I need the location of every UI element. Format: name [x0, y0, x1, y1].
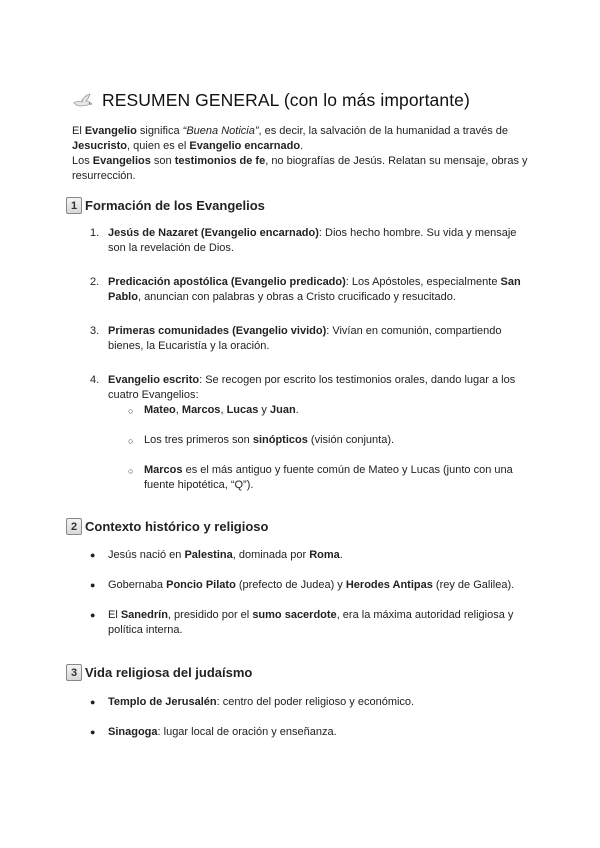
list-marker: 1. — [90, 227, 100, 239]
list-item — [90, 373, 530, 403]
list-item-text: Evangelio escrito: Se recogen por escrito los testimonios orales, dando lugar a los cuatro Evangelios: — [108, 374, 516, 401]
section-title: Formación de los Evangelios — [85, 198, 265, 213]
intro-paragraph-2: Los Evangelios son testimonios de fe, no biografías de Jesús. Relatan su mensaje, obras y resurrección. — [72, 155, 528, 182]
bold-text: Sinagoga — [108, 726, 158, 738]
list-item — [90, 324, 530, 354]
bold-text: Evangelio — [84, 125, 137, 137]
bold-text: Marcos — [181, 404, 221, 416]
bold-text: Mateo — [144, 404, 176, 416]
bold-text: Herodes Antipas — [345, 579, 433, 591]
section-number-badge: 2 — [66, 518, 82, 535]
list-item-text: Mateo, Marcos, Lucas y Juan. — [144, 404, 299, 416]
list-item-text: El Sanedrín, presidido por el sumo sacerdote, era la máxima autoridad religiosa y política interna. — [108, 609, 514, 636]
list-item-text: Los tres primeros son sinópticos (visión conjunta). — [144, 434, 395, 446]
list-item — [90, 695, 530, 710]
list-item — [128, 463, 538, 493]
section-heading-context — [66, 518, 268, 535]
bold-text: Jesucristo — [72, 140, 128, 152]
dove-icon — [72, 91, 94, 111]
list-item-text: Sinagoga: lugar local de oración y enseñanza. — [108, 726, 337, 738]
italic-text: “Buena Noticia” — [182, 125, 259, 137]
section-number-badge: 1 — [66, 197, 82, 214]
list-item-text: Gobernaba Poncio Pilato (prefecto de Judea) y Herodes Antipas (rey de Galilea). — [108, 579, 515, 591]
bold-text: sumo sacerdote — [252, 609, 337, 621]
list-item-text: Predicación apostólica (Evangelio predicado): Los Apóstoles, especialmente San Pablo, anuncian con palabras y obras a Cristo crucificado y resucitado. — [108, 276, 521, 303]
bullet-icon: ● — [90, 697, 96, 707]
bullet-icon: ● — [90, 727, 96, 737]
bullet-icon: ● — [90, 610, 96, 620]
list-item — [90, 275, 530, 305]
bold-text: Poncio Pilato — [166, 579, 236, 591]
list-item — [128, 403, 538, 418]
bold-text: Primeras comunidades (Evangelio vivido) — [108, 325, 327, 337]
list-item — [90, 725, 530, 740]
title-text: RESUMEN GENERAL (con lo más importante) — [102, 90, 470, 110]
bold-text: Evangelios — [92, 155, 151, 167]
section-number-badge: 3 — [66, 664, 82, 681]
list-item — [90, 578, 530, 593]
bold-text: San Pablo — [108, 276, 521, 303]
circle-bullet-icon: ○ — [128, 436, 134, 446]
bold-text: Marcos — [144, 464, 183, 476]
bold-text: Palestina — [184, 549, 233, 561]
intro-paragraph-1: El Evangelio significa “Buena Noticia”, es decir, la salvación de la humanidad a través de Jesucristo, quien es el Evangelio encarnado. — [72, 125, 508, 152]
bullet-icon: ● — [90, 580, 96, 590]
list-item — [90, 608, 530, 638]
page-title — [72, 90, 470, 111]
list-marker: 3. — [90, 325, 100, 337]
list-item-text: Jesús de Nazaret (Evangelio encarnado): Dios hecho hombre. Su vida y mensaje son la revelación de Dios. — [108, 227, 517, 254]
context-list — [90, 548, 530, 638]
list-item — [90, 548, 530, 563]
section-title: Contexto histórico y religioso — [85, 519, 269, 534]
bold-text: Evangelio escrito — [108, 374, 200, 386]
judaism-list — [90, 695, 530, 740]
list-item-text: Templo de Jerusalén: centro del poder religioso y económico. — [108, 696, 415, 708]
circle-bullet-icon: ○ — [128, 406, 134, 416]
formation-list — [90, 226, 530, 403]
section-heading-formation — [66, 197, 265, 214]
bold-text: Sanedrín — [120, 609, 168, 621]
bold-text: testimonios de fe — [174, 155, 266, 167]
circle-bullet-icon: ○ — [128, 466, 134, 476]
list-item-text: Jesús nació en Palestina, dominada por Roma. — [108, 549, 343, 561]
list-item — [128, 433, 538, 448]
section-title: Vida religiosa del judaísmo — [85, 665, 253, 680]
bold-text: Lucas — [226, 404, 259, 416]
bold-text: Predicación apostólica (Evangelio predicado) — [108, 276, 346, 288]
list-marker: 2. — [90, 276, 100, 288]
bold-text: Juan — [269, 404, 296, 416]
list-item — [90, 226, 530, 256]
bullet-icon: ● — [90, 550, 96, 560]
bold-text: Roma — [309, 549, 340, 561]
section-heading-judaism — [66, 664, 252, 681]
bold-text: Templo de Jerusalén — [108, 696, 217, 708]
bold-text: Evangelio encarnado — [189, 140, 301, 152]
list-marker: 4. — [90, 374, 100, 386]
intro — [72, 124, 532, 184]
bold-text: sinópticos — [252, 434, 308, 446]
list-item-text: Primeras comunidades (Evangelio vivido): Vivían en comunión, compartiendo bienes, la Eucaristía y la oración. — [108, 325, 502, 352]
list-item-text: Marcos es el más antiguo y fuente común de Mateo y Lucas (junto con una fuente hipotética, “Q”). — [144, 464, 513, 491]
bold-text: Jesús de Nazaret (Evangelio encarnado) — [108, 227, 319, 239]
evangelists-sublist — [128, 403, 538, 493]
